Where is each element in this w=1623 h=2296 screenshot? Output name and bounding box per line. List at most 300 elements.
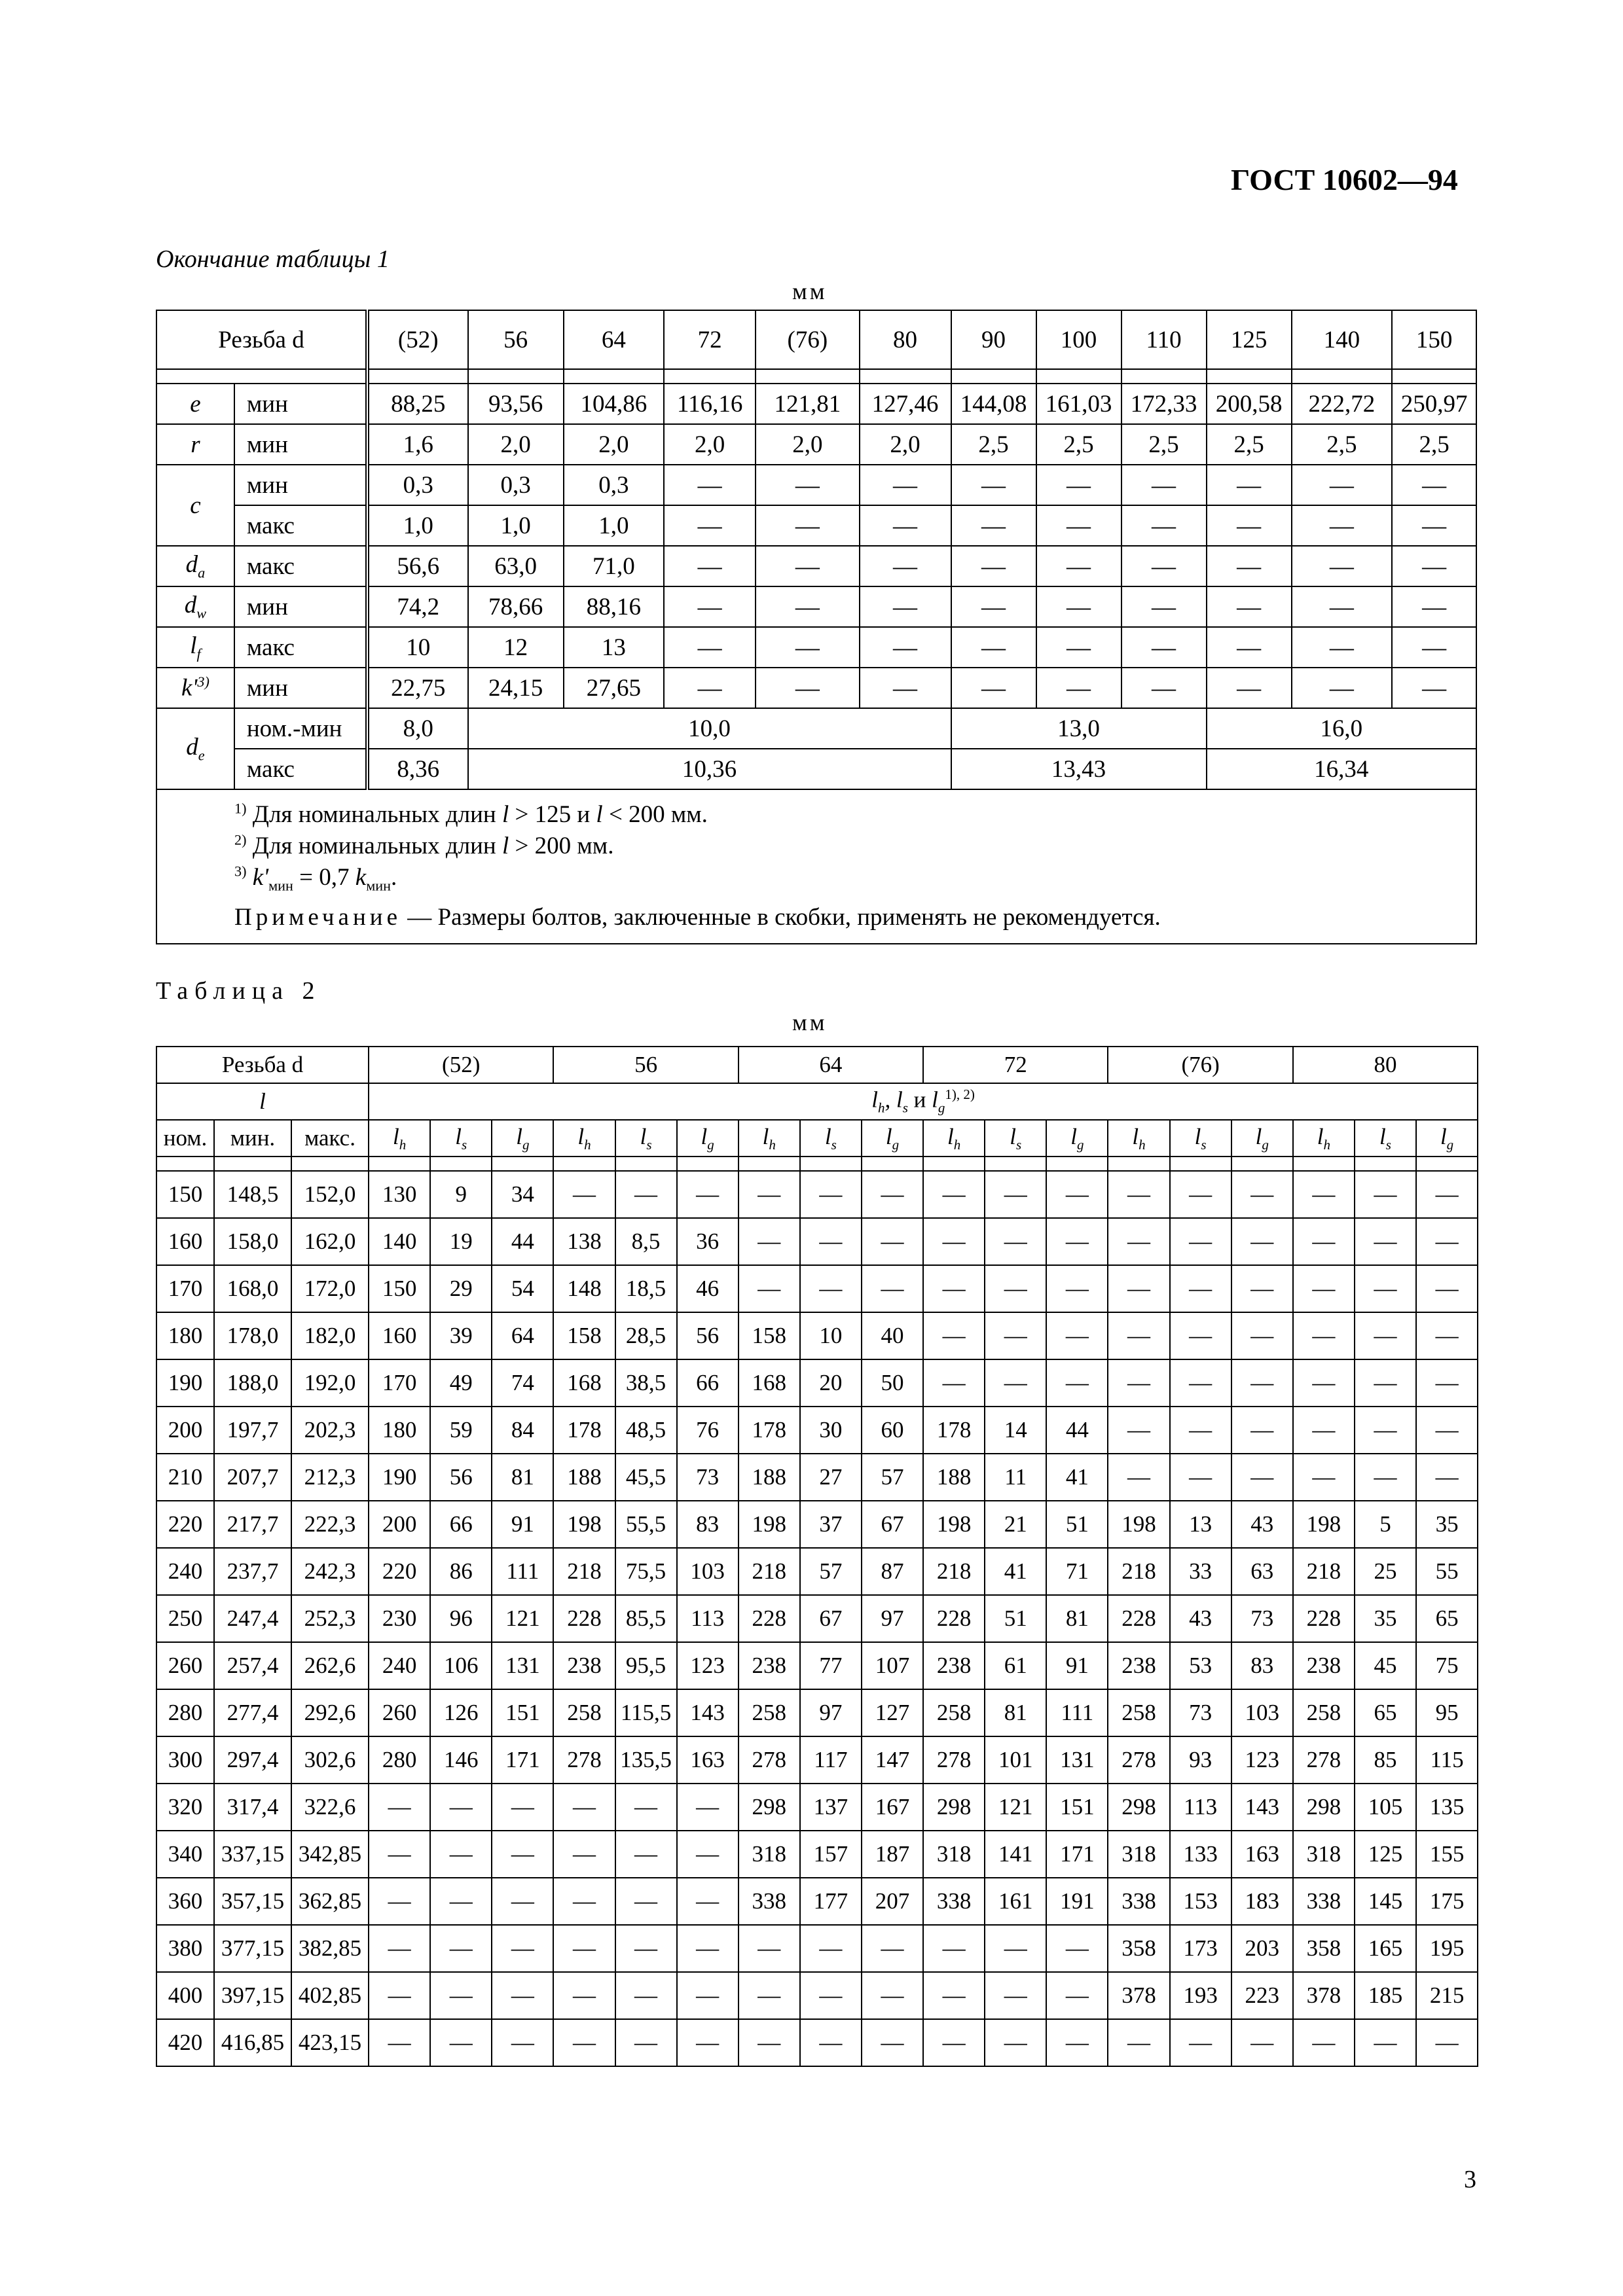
value-cell: 64 bbox=[492, 1312, 553, 1359]
value-cell: 242,3 bbox=[291, 1548, 369, 1595]
value-cell: 13 bbox=[564, 627, 665, 668]
value-cell: — bbox=[677, 1784, 739, 1831]
sub-column-subscript: g bbox=[707, 1136, 714, 1153]
value-cell: 131 bbox=[492, 1642, 553, 1689]
value-cell: 278 bbox=[1108, 1736, 1169, 1784]
gap-cell bbox=[156, 369, 367, 384]
value-cell: — bbox=[860, 546, 951, 586]
value-cell: 1,0 bbox=[564, 505, 665, 546]
value-cell: 188 bbox=[739, 1454, 800, 1501]
value-cell: 177 bbox=[800, 1878, 862, 1925]
value-cell: — bbox=[1170, 1359, 1231, 1407]
value-cell: 25 bbox=[1355, 1548, 1416, 1595]
value-cell: — bbox=[553, 1972, 615, 2019]
gap-cell bbox=[367, 369, 468, 384]
value-cell: 178 bbox=[739, 1407, 800, 1454]
value-cell: 2,0 bbox=[860, 424, 951, 465]
value-cell: — bbox=[1108, 1407, 1169, 1454]
value-cell: 322,6 bbox=[291, 1784, 369, 1831]
footnote-3 bbox=[234, 862, 1476, 895]
value-cell: 151 bbox=[1046, 1784, 1108, 1831]
value-cell: 157 bbox=[800, 1831, 862, 1878]
footnote-symbol: l bbox=[596, 801, 603, 828]
value-cell: — bbox=[1122, 465, 1207, 505]
value-cell: 212,3 bbox=[291, 1454, 369, 1501]
value-cell: 16,34 bbox=[1207, 749, 1476, 789]
value-cell: 71,0 bbox=[564, 546, 665, 586]
value-cell: 172,33 bbox=[1122, 384, 1207, 424]
gap-cell bbox=[1416, 1157, 1478, 1171]
value-cell: 86 bbox=[430, 1548, 492, 1595]
value-cell: — bbox=[1231, 1312, 1293, 1359]
value-cell: — bbox=[677, 1171, 739, 1218]
value-cell: — bbox=[615, 1171, 677, 1218]
value-cell: — bbox=[756, 505, 860, 546]
value-cell: — bbox=[1355, 1359, 1416, 1407]
footnote-mark: 2) bbox=[234, 831, 247, 848]
value-cell: 262,6 bbox=[291, 1642, 369, 1689]
table1-column-header: 150 bbox=[1392, 310, 1476, 369]
value-cell: — bbox=[1392, 586, 1476, 627]
symbol-text: r bbox=[191, 431, 200, 458]
value-cell: 247,4 bbox=[214, 1595, 291, 1642]
value-cell: — bbox=[553, 1831, 615, 1878]
value-cell: 260 bbox=[156, 1642, 214, 1689]
value-cell: — bbox=[985, 1312, 1046, 1359]
value-cell: 36 bbox=[677, 1218, 739, 1265]
value-cell: 60 bbox=[862, 1407, 923, 1454]
value-cell: 338 bbox=[1293, 1878, 1355, 1925]
sub-column-symbol: l bbox=[1194, 1123, 1201, 1149]
value-cell: 10,36 bbox=[468, 749, 951, 789]
value-cell: 88,25 bbox=[367, 384, 468, 424]
value-cell: 34 bbox=[492, 1171, 553, 1218]
value-cell: — bbox=[430, 1925, 492, 1972]
value-cell: 358 bbox=[1108, 1925, 1169, 1972]
value-cell: 183 bbox=[1231, 1878, 1293, 1925]
value-cell: 65 bbox=[1355, 1689, 1416, 1736]
value-cell: 97 bbox=[800, 1689, 862, 1736]
value-cell: — bbox=[615, 1784, 677, 1831]
sub-column-header bbox=[1046, 1120, 1108, 1157]
symbol-superscript: 3) bbox=[197, 673, 210, 691]
value-cell: 278 bbox=[1293, 1736, 1355, 1784]
value-cell: — bbox=[860, 627, 951, 668]
value-cell: 180 bbox=[156, 1312, 214, 1359]
value-cell: 27,65 bbox=[564, 668, 665, 708]
sub-column-symbol: l bbox=[885, 1123, 892, 1149]
value-cell: — bbox=[677, 1925, 739, 1972]
table2-row bbox=[156, 1972, 1478, 2019]
value-cell: — bbox=[1170, 1312, 1231, 1359]
table2-thread-row bbox=[156, 1047, 1478, 1083]
sub-column-header bbox=[1416, 1120, 1478, 1157]
footnote-subscript: мин bbox=[366, 877, 391, 894]
value-cell: 85 bbox=[1355, 1736, 1416, 1784]
value-cell: 197,7 bbox=[214, 1407, 291, 1454]
value-cell: 258 bbox=[1108, 1689, 1169, 1736]
value-cell: 138 bbox=[553, 1218, 615, 1265]
value-cell: 215 bbox=[1416, 1972, 1478, 2019]
value-cell: 57 bbox=[800, 1548, 862, 1595]
param-label: макс bbox=[234, 627, 367, 668]
gap-cell bbox=[492, 1157, 553, 1171]
table2-row bbox=[156, 1878, 1478, 1925]
sub-column-subscript: s bbox=[1016, 1136, 1022, 1153]
value-cell: — bbox=[1416, 1359, 1478, 1407]
value-cell: 63,0 bbox=[468, 546, 564, 586]
value-cell: — bbox=[985, 1925, 1046, 1972]
value-cell: 402,85 bbox=[291, 1972, 369, 2019]
value-cell: — bbox=[951, 627, 1036, 668]
value-cell: — bbox=[615, 1925, 677, 1972]
sub-column-symbol: l bbox=[1379, 1123, 1386, 1149]
value-cell: 187 bbox=[862, 1831, 923, 1878]
value-cell: — bbox=[677, 1831, 739, 1878]
value-cell: 8,5 bbox=[615, 1218, 677, 1265]
value-cell: — bbox=[1355, 2019, 1416, 2066]
footnote-subscript: мин bbox=[268, 877, 293, 894]
value-cell: — bbox=[1292, 465, 1393, 505]
value-cell: 51 bbox=[985, 1595, 1046, 1642]
table1-column-header: 64 bbox=[564, 310, 665, 369]
value-cell: 218 bbox=[923, 1548, 985, 1595]
table2-thread-label bbox=[156, 1047, 369, 1083]
value-cell: 55 bbox=[1416, 1548, 1478, 1595]
table2-row bbox=[156, 2019, 1478, 2066]
value-cell: 278 bbox=[739, 1736, 800, 1784]
table2-row bbox=[156, 1312, 1478, 1359]
value-cell: 2,0 bbox=[468, 424, 564, 465]
value-cell: — bbox=[369, 1784, 430, 1831]
value-cell: 2,5 bbox=[1207, 424, 1292, 465]
value-cell: 318 bbox=[1108, 1831, 1169, 1878]
value-cell: — bbox=[553, 1171, 615, 1218]
value-cell: 158 bbox=[553, 1312, 615, 1359]
value-cell: 198 bbox=[553, 1501, 615, 1548]
value-cell: 56,6 bbox=[367, 546, 468, 586]
value-cell: — bbox=[1036, 505, 1122, 546]
value-cell: 200 bbox=[369, 1501, 430, 1548]
footnote-text: > 125 и bbox=[509, 801, 596, 828]
value-cell: 203 bbox=[1231, 1925, 1293, 1972]
table2-row bbox=[156, 1407, 1478, 1454]
gap-cell bbox=[1170, 1157, 1231, 1171]
param-label: мин bbox=[234, 384, 367, 424]
value-cell: 217,7 bbox=[214, 1501, 291, 1548]
value-cell: 357,15 bbox=[214, 1878, 291, 1925]
value-cell: 105 bbox=[1355, 1784, 1416, 1831]
sub-column-header bbox=[369, 1120, 430, 1157]
sub-column-symbol: l bbox=[1132, 1123, 1139, 1149]
value-cell: — bbox=[1293, 2019, 1355, 2066]
value-cell: 317,4 bbox=[214, 1784, 291, 1831]
value-cell: 96 bbox=[430, 1595, 492, 1642]
value-cell: — bbox=[664, 465, 756, 505]
param-symbol bbox=[156, 708, 234, 789]
value-cell: — bbox=[1231, 2019, 1293, 2066]
value-cell: — bbox=[756, 668, 860, 708]
value-cell: — bbox=[492, 1925, 553, 1972]
value-cell: 260 bbox=[369, 1689, 430, 1736]
value-cell: 115 bbox=[1416, 1736, 1478, 1784]
value-cell: — bbox=[923, 1925, 985, 1972]
value-cell: — bbox=[985, 1171, 1046, 1218]
value-cell: 277,4 bbox=[214, 1689, 291, 1736]
separator: , bbox=[884, 1086, 896, 1113]
value-cell: 258 bbox=[923, 1689, 985, 1736]
value-cell: 0,3 bbox=[367, 465, 468, 505]
table2-row bbox=[156, 1501, 1478, 1548]
value-cell: 56 bbox=[430, 1454, 492, 1501]
sub-column-subscript: h bbox=[1139, 1136, 1146, 1153]
table1-unit: мм bbox=[792, 278, 828, 304]
table2-l-row bbox=[156, 1083, 1478, 1120]
value-cell: 35 bbox=[1355, 1595, 1416, 1642]
value-cell: — bbox=[492, 1878, 553, 1925]
gap-cell bbox=[951, 369, 1036, 384]
value-cell: 45 bbox=[1355, 1642, 1416, 1689]
value-cell: 168 bbox=[739, 1359, 800, 1407]
value-cell: 168 bbox=[553, 1359, 615, 1407]
value-cell: — bbox=[1108, 1454, 1169, 1501]
value-cell: — bbox=[1170, 1265, 1231, 1312]
value-cell: 170 bbox=[369, 1359, 430, 1407]
value-cell: 165 bbox=[1355, 1925, 1416, 1972]
value-cell: 207 bbox=[862, 1878, 923, 1925]
value-cell: — bbox=[1046, 1972, 1108, 2019]
symbol-text: e bbox=[190, 390, 201, 418]
param-label: макс bbox=[234, 749, 367, 789]
value-cell: 133 bbox=[1170, 1831, 1231, 1878]
value-cell: 45,5 bbox=[615, 1454, 677, 1501]
value-cell: 41 bbox=[985, 1548, 1046, 1595]
value-cell: — bbox=[739, 2019, 800, 2066]
value-cell: — bbox=[800, 1171, 862, 1218]
symbol-subscript: w bbox=[196, 605, 207, 622]
table1-row bbox=[156, 465, 1476, 505]
value-cell: 95,5 bbox=[615, 1642, 677, 1689]
value-cell: — bbox=[862, 1171, 923, 1218]
value-cell: 338 bbox=[1108, 1878, 1169, 1925]
page-number: 3 bbox=[1464, 2166, 1476, 2193]
sub-column-subscript: s bbox=[1385, 1136, 1391, 1153]
value-cell: 115,5 bbox=[615, 1689, 677, 1736]
sub-column-header bbox=[923, 1120, 985, 1157]
value-cell: — bbox=[1293, 1265, 1355, 1312]
value-cell: 298 bbox=[1293, 1784, 1355, 1831]
footnote-symbol: k' bbox=[252, 864, 269, 891]
value-cell: — bbox=[1207, 586, 1292, 627]
value-cell: 178 bbox=[553, 1407, 615, 1454]
value-cell: 127 bbox=[862, 1689, 923, 1736]
value-cell: 0,3 bbox=[564, 465, 665, 505]
value-cell: 106 bbox=[430, 1642, 492, 1689]
value-cell: — bbox=[985, 1265, 1046, 1312]
value-cell: 318 bbox=[1293, 1831, 1355, 1878]
value-cell: — bbox=[1108, 1218, 1169, 1265]
value-cell: 81 bbox=[1046, 1595, 1108, 1642]
table2-row bbox=[156, 1548, 1478, 1595]
value-cell: 83 bbox=[1231, 1642, 1293, 1689]
sub-column-header bbox=[553, 1120, 615, 1157]
value-cell: — bbox=[1392, 627, 1476, 668]
gap-cell bbox=[1355, 1157, 1416, 1171]
sub-column-symbol: l bbox=[455, 1123, 462, 1149]
gap-cell bbox=[923, 1157, 985, 1171]
value-cell: 18,5 bbox=[615, 1265, 677, 1312]
table1-gap-row bbox=[156, 369, 1476, 384]
value-cell: 73 bbox=[1170, 1689, 1231, 1736]
gap-cell bbox=[985, 1157, 1046, 1171]
lg-footnote: 1), 2) bbox=[945, 1086, 975, 1103]
gap-cell bbox=[1046, 1157, 1108, 1171]
value-cell: 382,85 bbox=[291, 1925, 369, 1972]
value-cell: 153 bbox=[1170, 1878, 1231, 1925]
value-cell: — bbox=[756, 627, 860, 668]
value-cell: — bbox=[1108, 2019, 1169, 2066]
value-cell: 67 bbox=[800, 1595, 862, 1642]
value-cell: 22,75 bbox=[367, 668, 468, 708]
value-cell: — bbox=[985, 2019, 1046, 2066]
value-cell: 400 bbox=[156, 1972, 214, 2019]
value-cell: — bbox=[756, 546, 860, 586]
value-cell: 126 bbox=[430, 1689, 492, 1736]
sub-column-subscript: g bbox=[1446, 1136, 1454, 1153]
value-cell: — bbox=[430, 1831, 492, 1878]
symbol-text: c bbox=[190, 492, 201, 519]
value-cell: — bbox=[985, 1359, 1046, 1407]
param-label: макс bbox=[234, 546, 367, 586]
value-cell: — bbox=[739, 1218, 800, 1265]
value-cell: 188,0 bbox=[214, 1359, 291, 1407]
table2 bbox=[156, 1046, 1478, 2067]
value-cell: — bbox=[369, 1878, 430, 1925]
value-cell: 145 bbox=[1355, 1878, 1416, 1925]
value-cell: — bbox=[739, 1171, 800, 1218]
value-cell: 222,72 bbox=[1292, 384, 1393, 424]
param-label: мин bbox=[234, 668, 367, 708]
value-cell: 135,5 bbox=[615, 1736, 677, 1784]
value-cell: 2,5 bbox=[1292, 424, 1393, 465]
value-cell: 1,6 bbox=[367, 424, 468, 465]
gap-cell bbox=[1292, 369, 1393, 384]
gap-cell bbox=[214, 1157, 291, 1171]
value-cell: — bbox=[1207, 668, 1292, 708]
value-cell: 44 bbox=[492, 1218, 553, 1265]
value-cell: 258 bbox=[739, 1689, 800, 1736]
value-cell: 63 bbox=[1231, 1548, 1293, 1595]
footnote-text: Для номинальных длин bbox=[252, 801, 502, 828]
table1-column-header: 100 bbox=[1036, 310, 1122, 369]
value-cell: — bbox=[1392, 465, 1476, 505]
value-cell: — bbox=[1293, 1359, 1355, 1407]
table2-row bbox=[156, 1831, 1478, 1878]
value-cell: 420 bbox=[156, 2019, 214, 2066]
param-symbol bbox=[156, 627, 234, 668]
footnote-mark: 3) bbox=[234, 863, 247, 880]
gap-cell bbox=[468, 369, 564, 384]
value-cell: — bbox=[553, 1878, 615, 1925]
value-cell: — bbox=[739, 1265, 800, 1312]
param-label: мин bbox=[234, 465, 367, 505]
table2-gap-row bbox=[156, 1157, 1478, 1171]
value-cell: — bbox=[1293, 1312, 1355, 1359]
gap-cell bbox=[800, 1157, 862, 1171]
value-cell: — bbox=[1036, 668, 1122, 708]
value-cell: — bbox=[1416, 1312, 1478, 1359]
sub-column-subscript: h bbox=[769, 1136, 776, 1153]
value-cell: — bbox=[1231, 1218, 1293, 1265]
value-cell: 141 bbox=[985, 1831, 1046, 1878]
gap-cell bbox=[291, 1157, 369, 1171]
value-cell: — bbox=[1122, 668, 1207, 708]
ls-symbol: l bbox=[896, 1086, 903, 1113]
gap-cell bbox=[860, 369, 951, 384]
sub-column-header bbox=[615, 1120, 677, 1157]
sub-column-subscript: g bbox=[522, 1136, 530, 1153]
value-cell: 87 bbox=[862, 1548, 923, 1595]
value-cell: 121,81 bbox=[756, 384, 860, 424]
value-cell: 298 bbox=[1108, 1784, 1169, 1831]
lg-subscript: g bbox=[938, 1100, 945, 1116]
value-cell: — bbox=[492, 1784, 553, 1831]
value-cell: — bbox=[800, 2019, 862, 2066]
value-cell: — bbox=[1416, 2019, 1478, 2066]
sub-column-symbol: l bbox=[392, 1123, 399, 1149]
value-cell: 143 bbox=[1231, 1784, 1293, 1831]
value-cell: 59 bbox=[430, 1407, 492, 1454]
value-cell: — bbox=[862, 1218, 923, 1265]
document-header-title: ГОСТ 10602—94 bbox=[1231, 163, 1458, 196]
value-cell: 161,03 bbox=[1036, 384, 1122, 424]
value-cell: — bbox=[430, 1878, 492, 1925]
value-cell: 103 bbox=[677, 1548, 739, 1595]
value-cell: 200,58 bbox=[1207, 384, 1292, 424]
table1-column-header: 56 bbox=[468, 310, 564, 369]
sub-column-symbol: l bbox=[824, 1123, 831, 1149]
table2-row bbox=[156, 1595, 1478, 1642]
sub-column-subscript: s bbox=[1201, 1136, 1207, 1153]
value-cell: 5 bbox=[1355, 1501, 1416, 1548]
value-cell: 43 bbox=[1170, 1595, 1231, 1642]
value-cell: 39 bbox=[430, 1312, 492, 1359]
value-cell: 116,16 bbox=[664, 384, 756, 424]
value-cell: 228 bbox=[923, 1595, 985, 1642]
value-cell: 88,16 bbox=[564, 586, 665, 627]
thread-group-header: (52) bbox=[369, 1047, 553, 1083]
value-cell: — bbox=[1293, 1407, 1355, 1454]
value-cell: — bbox=[1207, 546, 1292, 586]
value-cell: — bbox=[756, 465, 860, 505]
value-cell: 257,4 bbox=[214, 1642, 291, 1689]
value-cell: — bbox=[800, 1218, 862, 1265]
value-cell: 250,97 bbox=[1392, 384, 1476, 424]
value-cell: 192,0 bbox=[291, 1359, 369, 1407]
value-cell: 81 bbox=[492, 1454, 553, 1501]
value-cell: — bbox=[1108, 1359, 1169, 1407]
value-cell: 148 bbox=[553, 1265, 615, 1312]
value-cell: 41 bbox=[1046, 1454, 1108, 1501]
table2-row bbox=[156, 1736, 1478, 1784]
value-cell: — bbox=[1231, 1171, 1293, 1218]
table1-row bbox=[156, 627, 1476, 668]
value-cell: 12 bbox=[468, 627, 564, 668]
value-cell: — bbox=[1292, 546, 1393, 586]
value-cell: 93,56 bbox=[468, 384, 564, 424]
value-cell: 127,46 bbox=[860, 384, 951, 424]
value-cell: 160 bbox=[156, 1218, 214, 1265]
